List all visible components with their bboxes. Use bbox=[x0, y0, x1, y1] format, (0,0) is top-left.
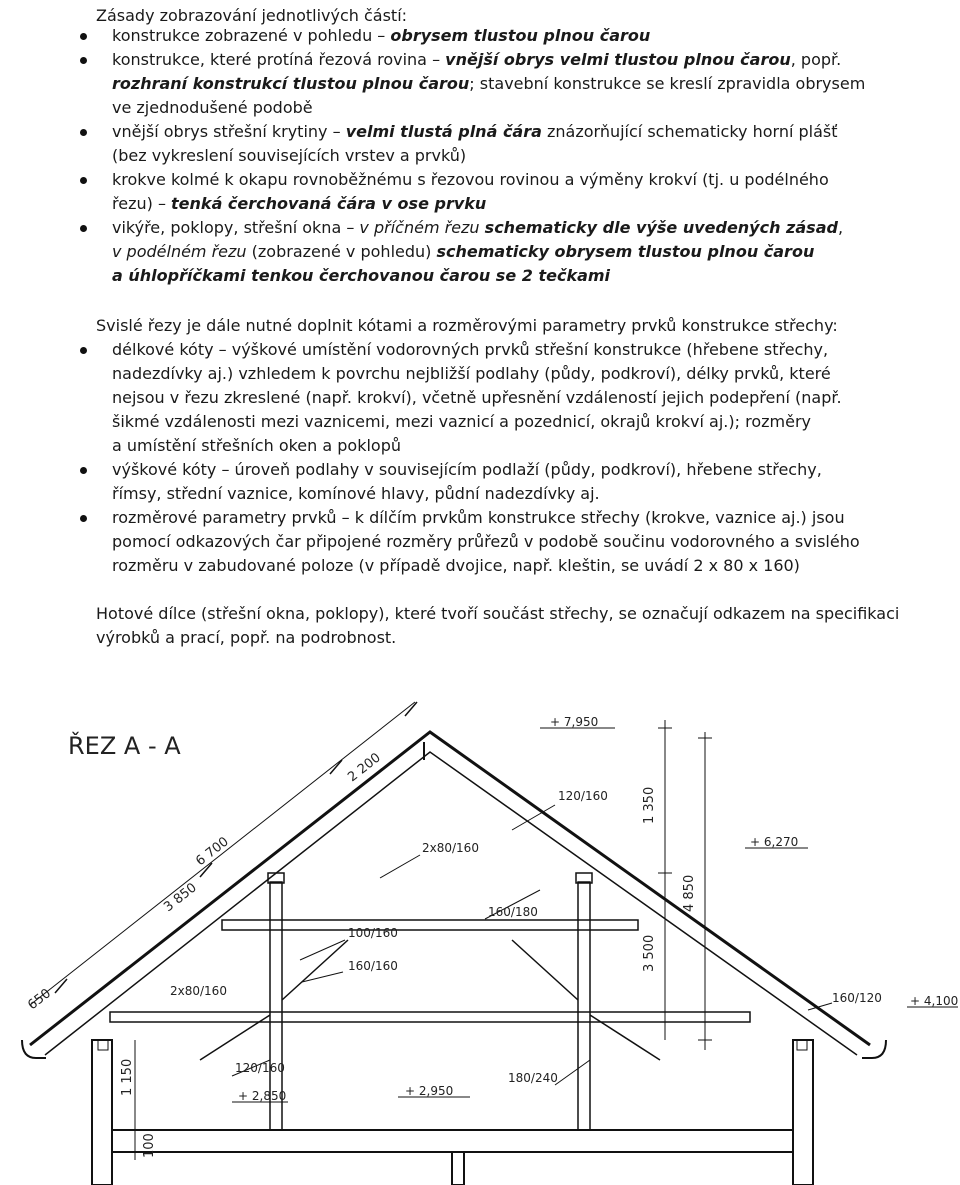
text-run: vnější obrys velmi tlustou plnou čarou bbox=[445, 50, 791, 69]
section-120-160-top: 120/160 bbox=[558, 789, 608, 803]
bullet-icon bbox=[80, 467, 87, 474]
list-item-line bbox=[112, 340, 828, 359]
text-run: , bbox=[837, 218, 844, 237]
bullet-icon bbox=[80, 57, 87, 64]
text-run: nejsou v řezu zkreslené (např. krokví), včetně upřesnění vzdáleností jejich podepření (např. bbox=[112, 388, 842, 407]
list-item-line bbox=[112, 146, 466, 165]
bullet-icon bbox=[80, 129, 87, 136]
text-run: konstrukce zobrazené v pohledu – bbox=[112, 26, 391, 45]
roof-outline bbox=[30, 732, 870, 1045]
text-run: krokve kolmé k okapu rovnoběžnému s řezovou rovinou a výměny krokví (tj. u podélného bbox=[112, 170, 829, 189]
bullet-icon bbox=[80, 225, 87, 232]
drawing-title: ŘEZ A - A bbox=[68, 732, 181, 760]
level-6270: + 6,270 bbox=[750, 835, 799, 849]
section-160-120: 160/120 bbox=[832, 991, 882, 1005]
level-2850: + 2,850 bbox=[238, 1089, 287, 1103]
dim-1150: 1 150 bbox=[120, 1058, 135, 1096]
text-run: velmi tlustá plná čára bbox=[345, 122, 542, 141]
lower-tie bbox=[110, 1012, 750, 1022]
dim-1350: 1 350 bbox=[642, 786, 657, 824]
list-item-line bbox=[112, 460, 822, 479]
text-run: ve zjednodušené podobě bbox=[112, 98, 313, 117]
list-item-line bbox=[112, 364, 831, 383]
text-run: rozměru v zabudované poloze (v případě dvojice, např. kleštin, se uvádí 2 x 80 x 160) bbox=[112, 556, 800, 575]
list-item-line bbox=[112, 26, 650, 45]
list-item-line bbox=[112, 556, 800, 575]
section-100-160: 100/160 bbox=[348, 926, 398, 940]
dim-3500: 3 500 bbox=[642, 934, 657, 972]
list-item-line bbox=[112, 122, 838, 141]
list-item-line bbox=[112, 194, 486, 213]
wall-plate-right bbox=[797, 1040, 807, 1050]
text-run: ; stavební konstrukce se kreslí zpravidla obrysem bbox=[469, 74, 866, 93]
text-run: , popř. bbox=[790, 50, 842, 69]
text-run: a umístění střešních oken a poklopů bbox=[112, 436, 401, 455]
section-180-240: 180/240 bbox=[508, 1071, 558, 1085]
text-run: tenká čerchovaná čára v ose prvku bbox=[171, 194, 487, 213]
intro-heading: Zásady zobrazování jednotlivých částí: bbox=[96, 6, 408, 25]
text-run: rozměrové parametry prvků – k dílčím prvkům konstrukce střechy (krokve, vaznice aj.) jsou bbox=[112, 508, 845, 527]
section-2x80-160-low: 2x80/160 bbox=[170, 984, 227, 998]
text-run: schematicky dle výše uvedených zásad bbox=[484, 218, 838, 237]
list-item-line bbox=[112, 532, 860, 551]
text-run: římsy, střední vaznice, komínové hlavy, půdní nadezdívky aj. bbox=[112, 484, 600, 503]
level-2950: + 2,950 bbox=[405, 1084, 454, 1098]
post-right bbox=[578, 882, 590, 1130]
list-item-line bbox=[112, 484, 600, 503]
list-item-line bbox=[112, 50, 841, 69]
dim-4850: 4 850 bbox=[682, 874, 697, 912]
interior-wall bbox=[452, 1152, 464, 1185]
dim-650: 650 bbox=[25, 986, 55, 1014]
list-item-line bbox=[112, 242, 814, 261]
text-run: výškové kóty – úroveň podlahy v souvisejícím podlaží (půdy, podkroví), hřebene střechy, bbox=[112, 460, 822, 479]
paragraph-finished-parts-2: výrobků a prací, popř. na podrobnost. bbox=[96, 628, 397, 647]
list-item-line bbox=[112, 74, 865, 93]
dim-3850: 3 850 bbox=[161, 880, 200, 916]
text-run: konstrukce, které protíná řezová rovina – bbox=[112, 50, 446, 69]
strut-left-upper bbox=[282, 940, 348, 1000]
text-run: schematicky obrysem tlustou plnou čarou bbox=[436, 242, 815, 261]
level-7950: + 7,950 bbox=[550, 715, 599, 729]
list-item-line bbox=[112, 266, 610, 285]
text-run: délkové kóty – výškové umístění vodorovných prvků střešní konstrukce (hřebene střechy, bbox=[112, 340, 829, 359]
text-run: v podélném řezu bbox=[112, 242, 247, 261]
section-160-160: 160/160 bbox=[348, 959, 398, 973]
dim-100: 100 bbox=[142, 1133, 157, 1158]
dim-6700: 6 700 bbox=[193, 834, 232, 870]
text-run: šikmé vzdálenosti mezi vaznicemi, mezi vaznicí a pozednicí, okrajů krokví aj.); rozměry bbox=[112, 412, 811, 431]
list-item-line bbox=[112, 170, 829, 189]
paragraph-finished-parts-1: Hotové dílce (střešní okna, poklopy), které tvoří součást střechy, se označují odkazem na specifikaci bbox=[96, 604, 900, 623]
paragraph-dimensions: Svislé řezy je dále nutné doplnit kótami a rozměrovými parametry prvků konstrukce střechy: bbox=[96, 316, 838, 335]
collar-tie bbox=[222, 920, 638, 930]
text-run: vikýře, poklopy, střešní okna – bbox=[112, 218, 360, 237]
bullet-icon bbox=[80, 515, 87, 522]
text-run: nadezdívky aj.) vzhledem k povrchu nejbližší podlahy (půdy, podkroví), délky prvků, které bbox=[112, 364, 831, 383]
text-run: (zobrazené v pohledu) bbox=[246, 242, 437, 261]
strut-right-upper bbox=[512, 940, 578, 1000]
wall-right bbox=[793, 1040, 813, 1185]
bullet-icon bbox=[80, 177, 87, 184]
list-item-line bbox=[112, 508, 845, 527]
text-run: a úhlopříčkami tenkou čerchovanou čarou se 2 tečkami bbox=[112, 266, 611, 285]
text-run: pomocí odkazových čar připojené rozměry průřezů v podobě součinu vodorovného a svislého bbox=[112, 532, 860, 551]
roof-section-drawing bbox=[0, 690, 960, 1185]
text-run: v příčném řezu bbox=[359, 218, 480, 237]
list-item-line bbox=[112, 98, 313, 117]
list-item-line bbox=[112, 218, 843, 237]
section-120-160-low: 120/160 bbox=[235, 1061, 285, 1075]
list-item-line bbox=[112, 436, 401, 455]
list-item-line bbox=[112, 388, 842, 407]
level-4100: + 4,100 bbox=[910, 994, 959, 1008]
section-160-180: 160/180 bbox=[488, 905, 538, 919]
list-item-line bbox=[112, 412, 811, 431]
text-run: řezu) – bbox=[112, 194, 172, 213]
text-run: (bez vykreslení souvisejících vrstev a prvků) bbox=[112, 146, 467, 165]
text-run: vnější obrys střešní krytiny – bbox=[112, 122, 346, 141]
text-run: obrysem tlustou plnou čarou bbox=[390, 26, 651, 45]
bullet-icon bbox=[80, 347, 87, 354]
bullet-icon bbox=[80, 33, 87, 40]
text-run: znázorňující schematicky horní plášť bbox=[541, 122, 838, 141]
text-run: rozhraní konstrukcí tlustou plnou čarou bbox=[112, 74, 470, 93]
dim-2200: 2 200 bbox=[345, 750, 384, 786]
wall-left bbox=[92, 1040, 112, 1185]
wall-plate-left bbox=[98, 1040, 108, 1050]
section-2x80-160-top: 2x80/160 bbox=[422, 841, 479, 855]
